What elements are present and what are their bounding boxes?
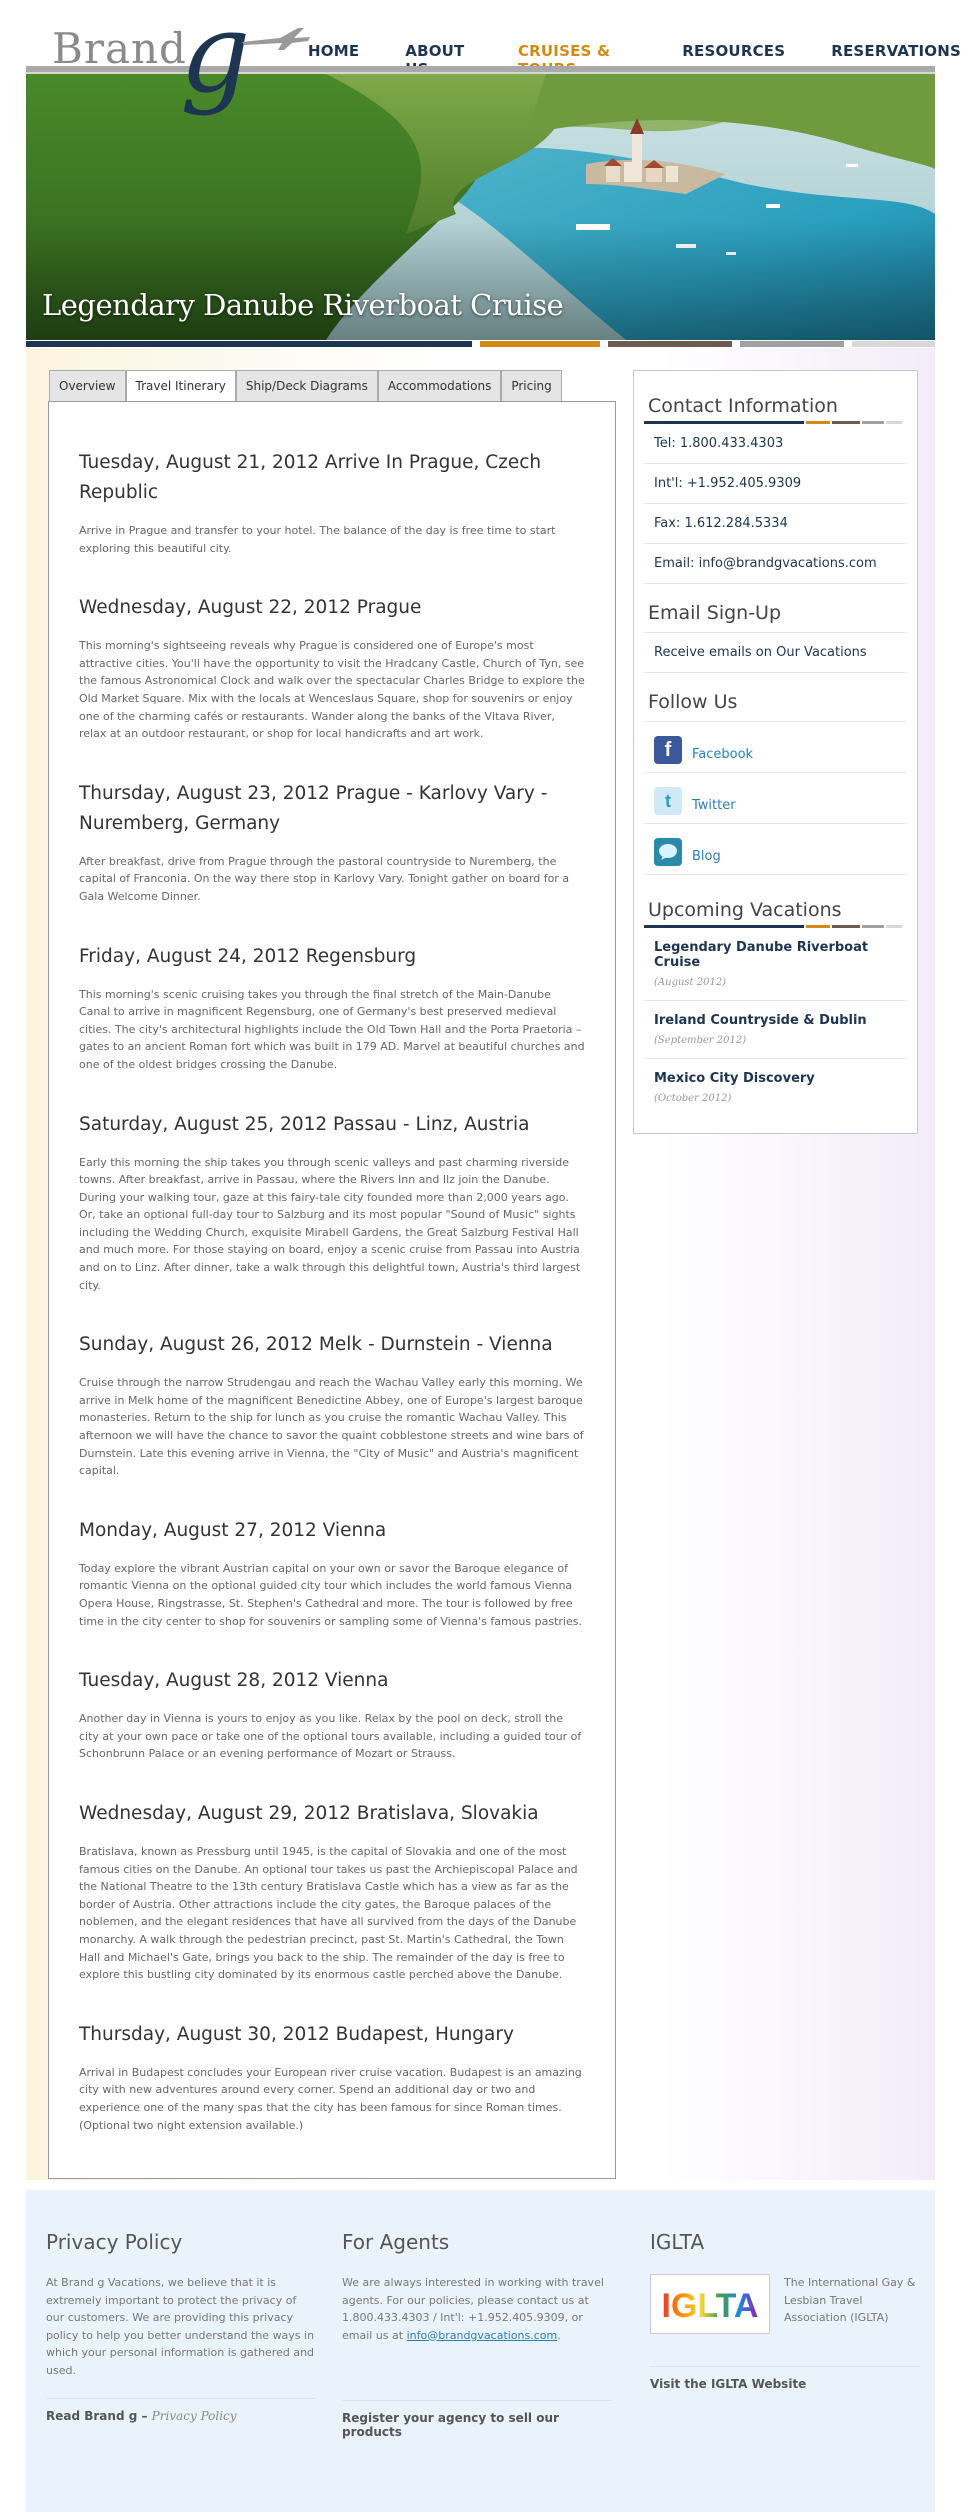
signup-link[interactable]: Receive emails on Our Vacations [644, 633, 907, 673]
vacation-date: (September 2012) [654, 1035, 747, 1046]
tab-ship-deck-diagrams[interactable]: Ship/Deck Diagrams [236, 370, 378, 401]
itinerary-day [79, 593, 585, 743]
day-title: Friday, August 24, 2012 Regensburg [79, 945, 417, 967]
site-header [0, 0, 961, 117]
itinerary-day [79, 779, 585, 906]
itinerary-day [79, 1330, 585, 1480]
tab-travel-itinerary[interactable]: Travel Itinerary [126, 370, 236, 402]
facebook-label[interactable]: Facebook [692, 747, 754, 762]
upcoming-vacation-item[interactable] [644, 1001, 907, 1059]
plane-icon [240, 26, 312, 52]
privacy-link-prefix[interactable]: Read Brand g – [46, 2408, 148, 2423]
itinerary-day [79, 1666, 585, 1763]
day-description: Bratislava, known as Pressburg until 1945, is the capital of Slovakia and one of the most famous cities on the Danube. An optional tour takes us past the Archiepiscopal Palace and the National Theatre to the 13th century Bratislava Castle which has a view as far as the border of Austria. Other attractions include the city gates, the Baroque palaces of the noblemen, and the elegant residences that have all survived from the days of the Danube monarchy. A walk through the pedestrian precinct, past St. Martin's Cathedral, the Town Hall and Michael's Gate, brings you back to the ship. The remainder of the day is free to explore this bustling city dominated by its enormous castle perched above the Danube. [79, 1844, 578, 1982]
nav-cruises-tours[interactable]: CRUISES & [517, 42, 611, 60]
day-description: Another day in Vienna is yours to enjoy as you like. Relax by the pool on deck, stroll the city at your own pace or take one of the optional tours available, including a guided tour of Schonbrunn Palace or an evening performance of Mozart or Strauss. [79, 1712, 582, 1761]
agents-register-link[interactable]: Register your agency to sell our products [342, 2400, 612, 2439]
itinerary-day [79, 1110, 585, 1295]
twitter-label[interactable]: Twitter [692, 798, 736, 813]
iglta-website-link[interactable]: Visit the IGLTA Website [650, 2366, 920, 2391]
footer-agents [342, 2190, 612, 2439]
privacy-heading: Privacy Policy [46, 2230, 183, 2254]
day-title: Tuesday, August 21, 2012 Arrive In Prague, Czech Republic [79, 452, 542, 503]
iglta-logo[interactable] [650, 2274, 770, 2334]
follow-heading: Follow Us [644, 673, 907, 722]
contact-heading: Contact Information [648, 395, 838, 417]
social-blog[interactable] [644, 824, 907, 875]
privacy-link-em[interactable]: Privacy Policy [151, 2408, 237, 2423]
day-title: Wednesday, August 22, 2012 Prague [79, 597, 422, 619]
itinerary-day [79, 2020, 585, 2134]
social-twitter[interactable] [644, 773, 907, 824]
vacation-date: (August 2012) [654, 977, 727, 988]
contact-phone[interactable]: Tel: 1.800.433.4303 [644, 424, 907, 464]
heading-rule [644, 421, 907, 424]
itinerary-tabs [49, 370, 562, 402]
logo-g-letter: g [180, 0, 251, 117]
agents-email-link[interactable]: info@brandgvacations.com [406, 2328, 558, 2342]
upcoming-heading: Upcoming Vacations [648, 899, 842, 921]
nav-home[interactable]: HOME [308, 42, 360, 60]
day-description: Arrive in Prague and transfer to your hotel. The balance of the day is free time to start exploring this beautiful city. [79, 524, 556, 555]
day-description: This morning's scenic cruising takes you through the final stretch of the Main-Danube Canal to arrive in magnificent Regensburg, one of Germany's best preserved medieval cities. The city's architectural highlights include the Old Town Hall and the Porta Praetoria – gates to an ancient Roman fort which was built in 179 AD. Marvel at beautiful churches and one of the oldest bridges crossing the Danube. [79, 987, 585, 1071]
contact-email[interactable]: Email: info@brandgvacations.com [644, 544, 907, 584]
itinerary-day [79, 1516, 585, 1630]
hero-title: Legendary Danube Riverboat Cruise [42, 288, 564, 322]
iglta-text: The International Gay & Lesbian Travel Association (IGLTA) [784, 2276, 916, 2325]
itinerary-day [79, 942, 585, 1074]
vacation-date: (October 2012) [654, 1093, 732, 1104]
facebook-icon: f [654, 736, 682, 764]
day-description: Arrival in Budapest concludes your European river cruise vacation. Budapest is an amazing city with new adventures around every corner. Spend an additional day or two and experience one of the many spas that the city has been famous for since Roman times. (Optional two night extension available.) [79, 2065, 582, 2132]
twitter-icon: t [654, 787, 682, 815]
day-title: Saturday, August 25, 2012 Passau - Linz, Austria [79, 1113, 530, 1135]
day-title: Wednesday, August 29, 2012 Bratislava, Slovakia [79, 1802, 539, 1824]
day-title: Sunday, August 26, 2012 Melk - Durnstein - Vienna [79, 1334, 553, 1356]
day-description: Cruise through the narrow Strudengau and reach the Wachau Valley early this morning. We arrive in Melk home of the magnificent Benedictine Abbey, one of Europe's largest baroque monasteries. Return to the ship for lunch as you cruise the romantic Wachau Valley. This afternoon we will have the chance to savor the quaint cobblestone streets and wine bars of Durnstein. Late this evening arrive in Vienna, the "City of Music" and Austria's magnificent capital. [79, 1376, 584, 1478]
vacation-title[interactable]: Legendary Danube Riverboat Cruise [654, 940, 869, 970]
day-description: After breakfast, drive from Prague through the pastoral countryside to Nuremberg, the capital of Franconia. On the way there stop in Karlovy Vary. Tonight gather on board for a Gala Welcome Dinner. [79, 854, 570, 903]
tab-accommodations[interactable]: Accommodations [378, 370, 501, 401]
footer-privacy [46, 2190, 316, 2423]
itinerary-panel [48, 401, 616, 2179]
tab-overview[interactable]: Overview [49, 370, 126, 401]
iglta-logo-text: IGLTA [661, 2287, 759, 2325]
footer-iglta [650, 2190, 920, 2391]
nav-resources[interactable]: RESOURCES [682, 42, 786, 60]
privacy-text: At Brand g Vacations, we believe that it is extremely important to protect the privacy of our customers. We are providing this privacy policy to help you better understand the ways in which your personal information is gathered and used. [46, 2276, 315, 2377]
sidebar [633, 370, 918, 1134]
upcoming-vacation-item[interactable] [644, 928, 907, 1001]
day-title: Thursday, August 30, 2012 Budapest, Hungary [79, 2023, 514, 2045]
agents-body: We are always interested in working with travel agents. For our policies, please contact us at 1.800.433.4303 / Int'l: +1.952.405.9309, or email us at [342, 2276, 604, 2342]
vacation-title[interactable]: Ireland Countryside & Dublin [654, 1013, 867, 1028]
upcoming-vacation-item[interactable] [644, 1059, 907, 1116]
itinerary-day [79, 448, 585, 557]
logo-brand-word: Brand [52, 24, 187, 73]
nav-reservations[interactable]: RESERVATIONS [831, 42, 961, 60]
site-footer [26, 2190, 935, 2512]
brand-logo[interactable] [52, 0, 282, 144]
contact-intl-phone[interactable]: Int'l: +1.952.405.9309 [644, 464, 907, 504]
day-description: Today explore the vibrant Austrian capital on your own or savor the Baroque elegance of romantic Vienna on the optional guided city tour which includes the world famous Vienna Opera House, Ringstrasse, St. Stephen's Cathedral and more. The tour is followed by free time in the city center to shop for souvenirs or sampling some of Vienna's famous pastries. [79, 1561, 582, 1628]
social-facebook[interactable] [644, 722, 907, 773]
day-title: Tuesday, August 28, 2012 Vienna [79, 1670, 389, 1692]
day-title: Thursday, August 23, 2012 Prague - Karlovy Vary - Nuremberg, Germany [79, 782, 548, 834]
agents-heading: For Agents [342, 2230, 450, 2254]
vacation-title[interactable]: Mexico City Discovery [654, 1071, 815, 1086]
day-description: This morning's sightseeing reveals why Prague is considered one of Europe's most attractive cities. You'll have the opportunity to visit the Hradcany Castle, Church of Tyn, see the famous Astronomical Clock and walk over the spectacular Charles Bridge to explore the Old Market Square. Mix with the locals at Wenceslaus Square, shop for souvenirs or enjoy one of the charming cafés or restaurants. Wander along the banks of the Vltava River, relax at an outdoor restaurant, or shop for local handicrafts and art work. [79, 639, 585, 741]
day-title: Monday, August 27, 2012 Vienna [79, 1519, 387, 1541]
iglta-row [650, 2274, 920, 2334]
day-description: Early this morning the ship takes you through scenic valleys and past charming riverside towns. After breakfast, arrive in Passau, where the Rivers Inn and Ilz join the Danube. During your walking tour, gaze at this fairy-tale city founded more than 2,000 years ago. Or, take an optional full-day tour to Salzburg and its most popular "Sound of Music" sights including the Wedding Church, exquisite Mirabell Gardens, the Great Salzburg Festival Hall and much more. For those staying on board, enjoy a scenic cruise from Passau into Austria and on to Linz. After dinner, take a walk through this delightful town, Austria's third largest city. [79, 1155, 581, 1292]
agents-text: We are always interested in working with travel agents. For our policies, please contact us at 1.800.433.4303 / Int'l: +1.952.405.9309, or email us at info@brandgvacations.com. [342, 2276, 604, 2342]
signup-heading: Email Sign-Up [644, 584, 907, 633]
hero-color-stripes [26, 340, 935, 348]
blog-label[interactable]: Blog [692, 849, 721, 864]
contact-fax: Fax: 1.612.284.5334 [644, 504, 907, 544]
blog-icon [654, 838, 682, 866]
itinerary-day [79, 1799, 585, 1984]
heading-rule [644, 925, 907, 928]
tab-pricing[interactable]: Pricing [501, 370, 561, 401]
nav-about-us[interactable]: ABOUT [405, 42, 465, 60]
privacy-link[interactable] [46, 2398, 316, 2423]
iglta-heading: IGLTA [650, 2230, 705, 2254]
